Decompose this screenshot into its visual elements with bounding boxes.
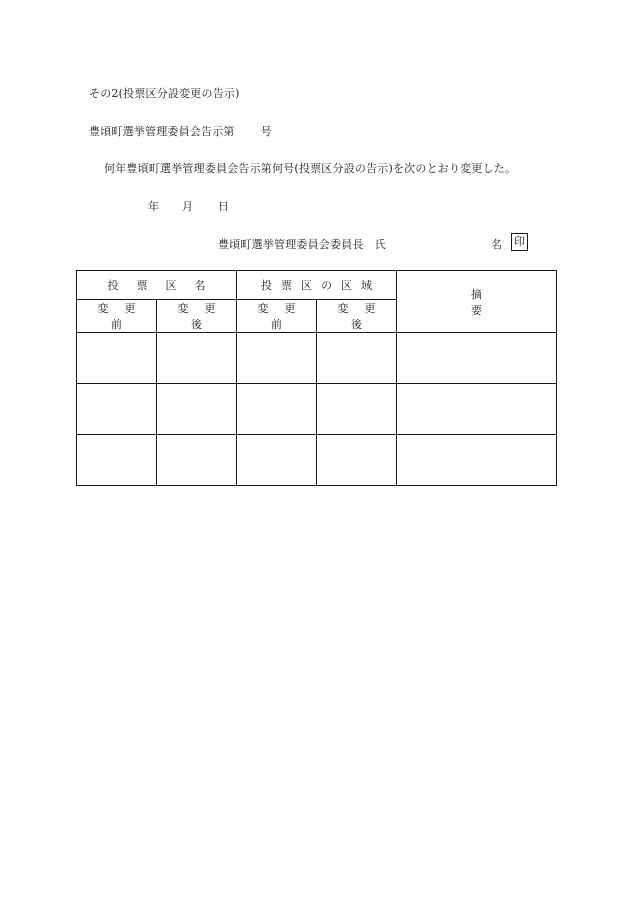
- table-cell: [317, 435, 397, 486]
- header-area-after: 変更後: [317, 300, 397, 333]
- table-cell: [237, 435, 317, 486]
- table-cell: [77, 384, 157, 435]
- document-title: その2(投票区分設変更の告示): [89, 87, 240, 100]
- table-cell: [157, 333, 237, 384]
- notice-suffix: 号: [260, 125, 272, 138]
- table-cell: [397, 333, 557, 384]
- table-cell: [237, 333, 317, 384]
- date-line: [148, 198, 229, 214]
- table-cell: [237, 384, 317, 435]
- table-cell: [317, 333, 397, 384]
- table-cell: [77, 435, 157, 486]
- header-name-after: 変更後: [157, 300, 237, 333]
- table-cell: [77, 333, 157, 384]
- header-area-before: 変更前: [237, 300, 317, 333]
- table-cell: [157, 384, 237, 435]
- header-row-1: [77, 271, 557, 300]
- name-label: 名: [491, 238, 503, 251]
- header-summary: 摘要: [397, 271, 557, 333]
- header-name-before: 変更前: [77, 300, 157, 333]
- table-cell: [157, 435, 237, 486]
- date-year: 年: [148, 200, 160, 213]
- change-table: [76, 270, 557, 486]
- table-row: [77, 333, 557, 384]
- table-row: [77, 435, 557, 486]
- table-row: [77, 384, 557, 435]
- table-cell: [397, 435, 557, 486]
- notice-number-line: [89, 123, 272, 139]
- date-day: 日: [218, 200, 230, 213]
- body-text: 何年豊頃町選挙管理委員会告示第何号(投票区分設の告示)を次のとおり変更した。: [104, 162, 517, 175]
- chairman-line: 豊頃町選挙管理委員会委員長 氏: [218, 238, 386, 251]
- notice-prefix: 豊頃町選挙管理委員会告示第: [89, 125, 235, 138]
- table-cell: [317, 384, 397, 435]
- date-month: 月: [182, 200, 194, 213]
- table-cell: [397, 384, 557, 435]
- header-district-area: 投票区の区域: [237, 271, 397, 300]
- header-district-name: 投票区名: [77, 271, 237, 300]
- seal-mark: 印: [511, 233, 528, 251]
